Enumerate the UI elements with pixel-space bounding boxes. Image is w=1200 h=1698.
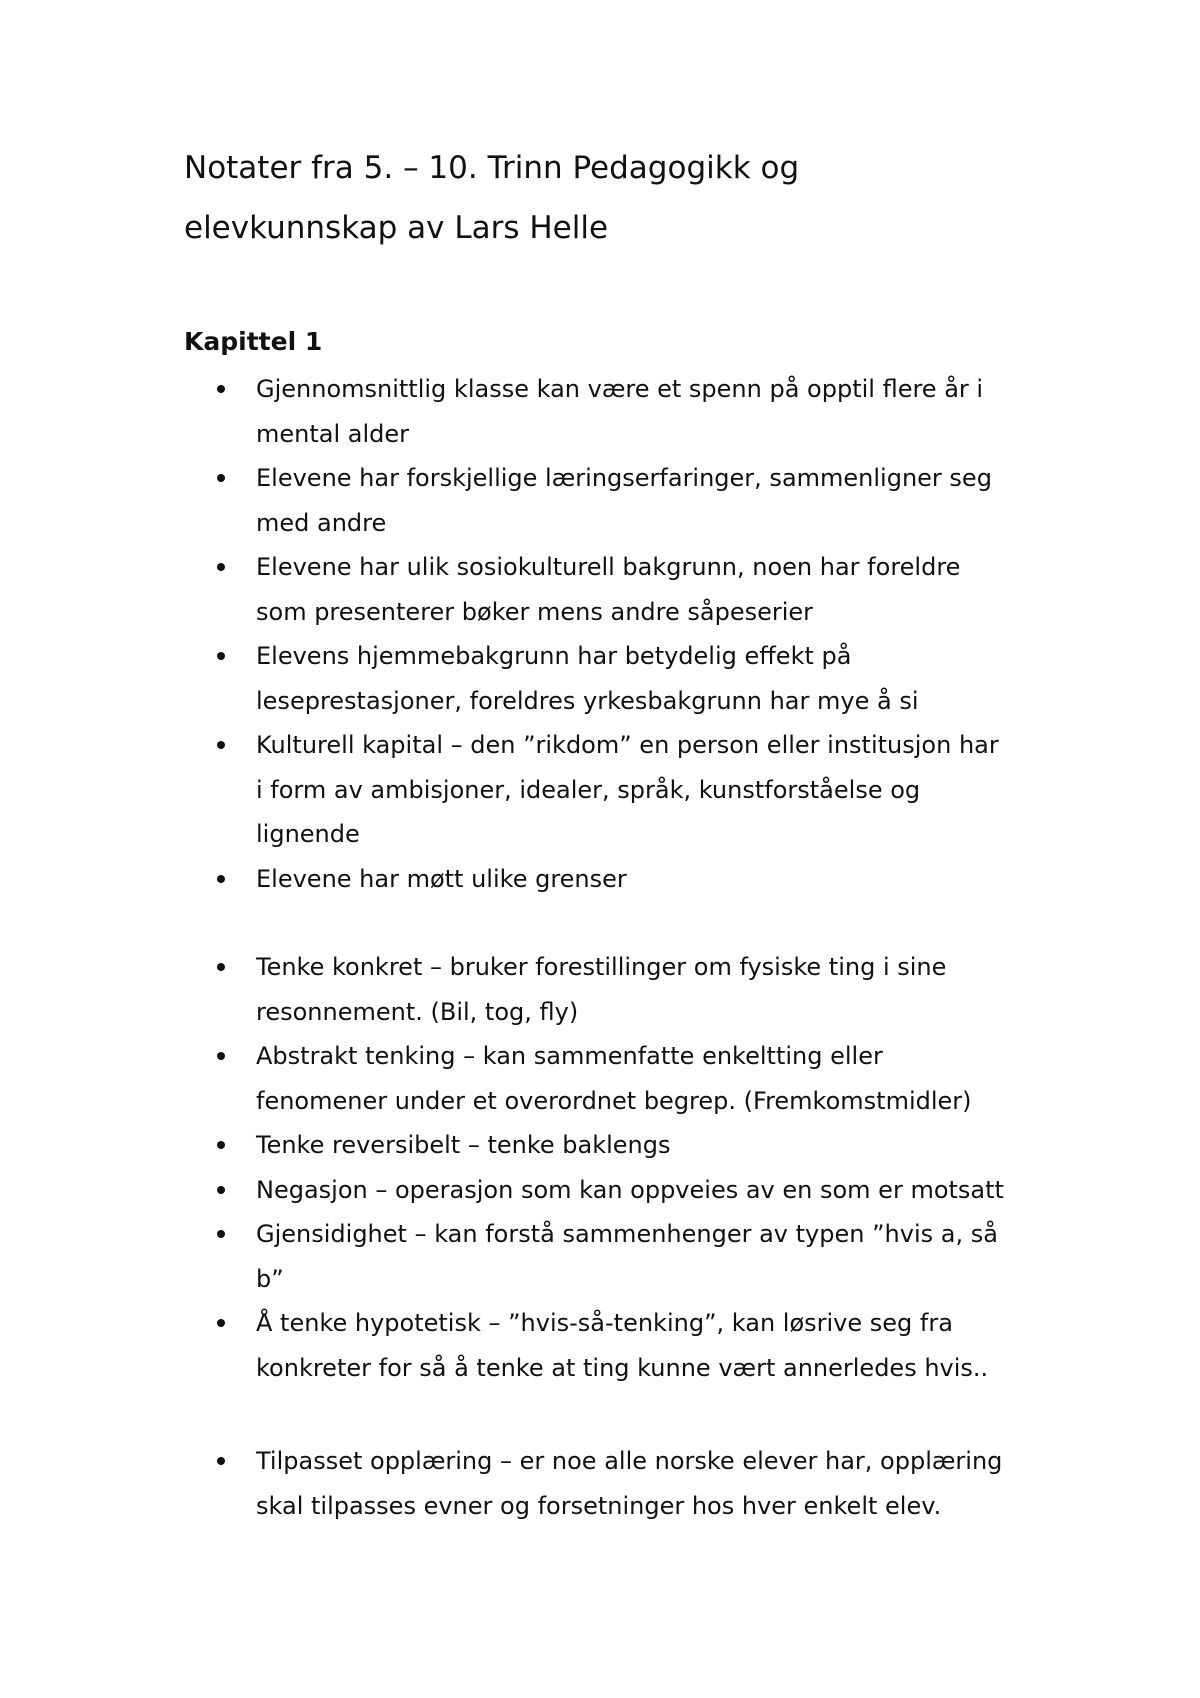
list-item bbox=[184, 723, 1064, 857]
list-item-line: i form av ambisjoner, idealer, språk, kunstforståelse og bbox=[256, 775, 921, 804]
bullet-icon bbox=[217, 474, 225, 482]
list-item bbox=[184, 367, 1064, 456]
list-item bbox=[184, 1034, 1064, 1123]
list-item bbox=[184, 545, 1064, 634]
title-line-1: Notater fra 5. – 10. Trinn Pedagogikk og bbox=[184, 150, 800, 186]
list-item-line: Tenke reversibelt – tenke baklengs bbox=[256, 1131, 671, 1159]
bullet-icon bbox=[217, 963, 225, 971]
list-item-line: Abstrakt tenking – kan sammenfatte enkeltting eller bbox=[256, 1042, 883, 1070]
list-item-line: Kulturell kapital – den ”rikdom” en person eller institusjon har bbox=[256, 731, 999, 759]
list-item-line: fenomener under et overordnet begrep. (Fremkomstmidler) bbox=[256, 1086, 972, 1115]
bullet-icon bbox=[217, 652, 225, 660]
list-item-line: Å tenke hypotetisk – ”hvis-så-tenking”, kan løsrive seg fra bbox=[256, 1309, 953, 1337]
list-item-line: Elevene har møtt ulike grenser bbox=[256, 864, 627, 893]
list-item-line: Elevene har forskjellige læringserfaringer, sammenligner seg bbox=[256, 464, 992, 492]
list-item bbox=[184, 1168, 1064, 1213]
list-item-line: Negasjon – operasjon som kan oppveies av en som er motsatt bbox=[256, 1175, 1004, 1204]
list-item-line: leseprestasjoner, foreldres yrkesbakgrunn har mye å si bbox=[256, 686, 919, 715]
list-item-line: konkreter for så å tenke at ting kunne vært annerledes hvis.. bbox=[256, 1353, 989, 1382]
list-item-line: som presenterer bøker mens andre såpeserier bbox=[256, 597, 814, 626]
chapter-heading: Kapittel 1 bbox=[184, 327, 323, 356]
list-item bbox=[184, 1123, 1064, 1168]
list-item-line: Tilpasset opplæring – er noe alle norske elever har, opplæring bbox=[256, 1447, 1003, 1475]
list-item bbox=[184, 634, 1064, 723]
bullet-icon bbox=[217, 1052, 225, 1060]
list-item-line: Tenke konkret – bruker forestillinger om fysiske ting i sine bbox=[256, 953, 947, 981]
bullet-icon bbox=[217, 1319, 225, 1327]
bullet-icon bbox=[217, 741, 225, 749]
bullet-list-3 bbox=[184, 1439, 1064, 1528]
list-item bbox=[184, 945, 1064, 1034]
list-item-line: skal tilpasses evner og forsetninger hos hver enkelt elev. bbox=[256, 1491, 942, 1520]
bullet-icon bbox=[217, 385, 225, 393]
list-item-line: Gjennomsnittlig klasse kan være et spenn på opptil flere år i bbox=[256, 375, 984, 403]
bullet-icon bbox=[217, 1141, 225, 1149]
bullet-icon bbox=[217, 875, 225, 883]
list-item-line: lignende bbox=[256, 820, 360, 848]
list-item bbox=[184, 1301, 1064, 1390]
bullet-icon bbox=[217, 1457, 225, 1465]
list-item-line: Gjensidighet – kan forstå sammenhenger av typen ”hvis a, så bbox=[256, 1220, 998, 1248]
list-item-line: resonnement. (Bil, tog, fly) bbox=[256, 997, 579, 1026]
list-item bbox=[184, 1212, 1064, 1301]
bullet-list-2 bbox=[184, 945, 1064, 1390]
title-line-2: elevkunnskap av Lars Helle bbox=[184, 210, 609, 246]
list-item bbox=[184, 857, 1064, 902]
list-item-line: b” bbox=[256, 1264, 284, 1293]
list-item-line: Elevens hjemmebakgrunn har betydelig effekt på bbox=[256, 642, 852, 670]
list-item-line: Elevene har ulik sosiokulturell bakgrunn, noen har foreldre bbox=[256, 553, 961, 581]
bullet-icon bbox=[217, 563, 225, 571]
bullet-icon bbox=[217, 1186, 225, 1194]
document-title bbox=[184, 138, 944, 258]
list-item-line: mental alder bbox=[256, 419, 410, 448]
bullet-icon bbox=[217, 1230, 225, 1238]
list-item bbox=[184, 1439, 1064, 1528]
bullet-list-1 bbox=[184, 367, 1064, 901]
list-item-line: med andre bbox=[256, 508, 387, 537]
list-item bbox=[184, 456, 1064, 545]
